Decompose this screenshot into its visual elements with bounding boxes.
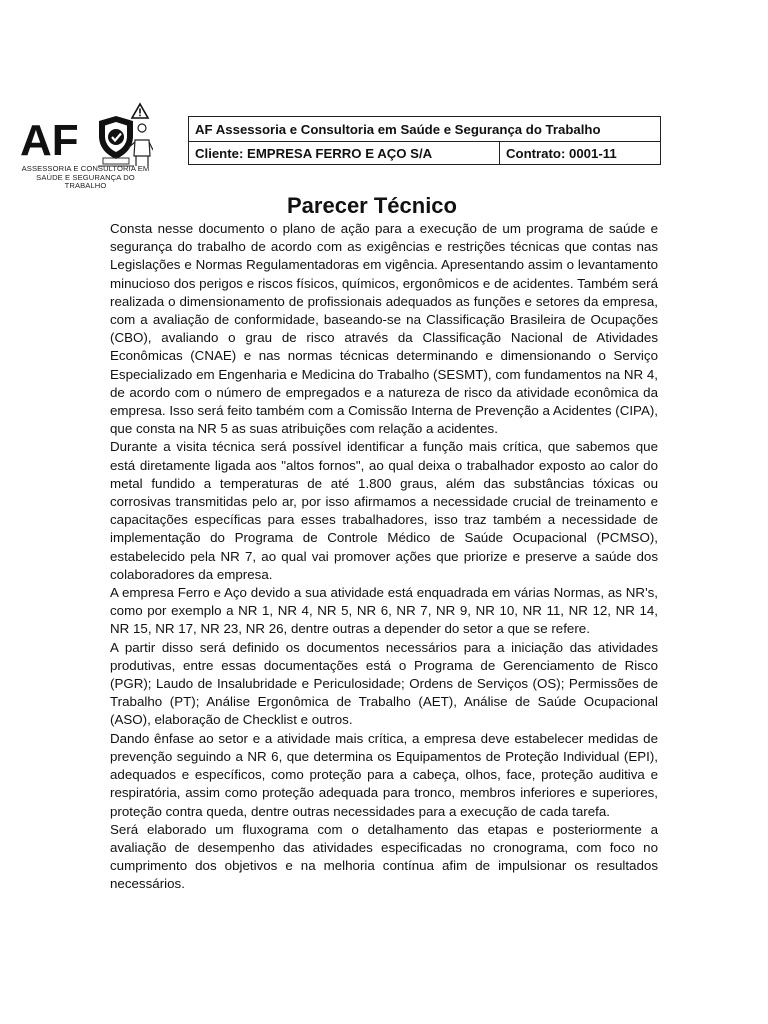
page-title: Parecer Técnico — [287, 193, 457, 218]
paragraph: Consta nesse documento o plano de ação para a execução de um programa de saúde e segurança do trabalho de acordo com as exigências e restrições técnicas que contas nas Legislações e Normas Regulamentadoras em vigência. Apresentando assim o levantamento minucioso dos perigos e riscos físicos, químicos, ergonômicos e de acidentes. Também será realizada o dimensionamento de profissionais adequados as funções e setores da empresa, com a avaliação de conformidade, baseando-se na Classificação Brasileira de Ocupações (CBO), avaliando o grau de risco através da Classificação Nacional de Atividades Econômicas (CNAE) e nas normas técnicas determinando e dimensionando o Serviço Especializado em Engenharia e Medicina do Trabalho (SESMT), com fundamentos na NR 4, de acordo com o número de empregados e a natureza de risco da atividade econômica da empresa. Isso será feito também com a Comissão Interna de Prevenção a Acidentes (CIPA), que consta na NR 5 as suas atribuições com relação a acidentes. — [110, 221, 658, 437]
company-name: AF Assessoria e Consultoria em Saúde e Segurança do Trabalho — [189, 117, 661, 142]
paragraph: Dando ênfase ao setor e a atividade mais crítica, a empresa deve estabelecer medidas de prevenção seguindo a NR 6, que determina os Equipamentos de Proteção Individual (EPI), adequados e específicos, como proteção para a cabeça, olhos, face, proteção auditiva e respiratória, assim como proteção adequada para tronco, membros inferiores e superiores, proteção contra queda, dentre outras necessidades para a execução de cada tarefa. — [110, 730, 658, 819]
paragraph: A empresa Ferro e Aço devido a sua atividade está enquadrada em várias Normas, as NR's, como por exemplo a NR 1, NR 4, NR 5, NR 6, NR 7, NR 9, NR 10, NR 11, NR 12, NR 14, NR 15, NR 17, NR 23, NR 26, dentre outras a depender do setor a que se refere. — [110, 585, 658, 637]
contract-number: Contrato: 0001-11 — [500, 142, 661, 165]
warning-triangle-icon — [132, 104, 148, 118]
header-table — [188, 116, 661, 165]
logo-caption: ASSESSORIA E CONSULTORIA EM SAÚDE E SEGURANÇA DO TRABALHO — [21, 164, 150, 191]
document-body — [110, 220, 658, 894]
paragraph: Será elaborado um fluxograma com o detalhamento das etapas e posteriormente a avaliação de desempenho das atividades especificadas no cronograma, com foco no cumprimento dos objetivos e na melhoria contínua afim de impulsionar os resultados necessários. — [110, 821, 658, 892]
paragraph: Durante a visita técnica será possível identificar a função mais crítica, que sabemos que está diretamente ligada aos "altos fornos", ao qual deixa o trabalhador exposto ao calor do metal fundido a temperaturas de até 1.800 graus, além das substâncias tóxicas ou corrosivas transmitidas pelo ar, por isso afirmamos a necessidade crucial de treinamento e capacitações específicas para esses trabalhadores, isso traz também a necessidade de implementação do Programa de Controle Médico de Saúde Ocupacional (PCMSO), estabelecido pela NR 7, ao qual vai promover ações que priorize e preserve a saúde dos colaboradores da empresa. — [110, 439, 658, 582]
paragraph: A partir disso será definido os documentos necessários para a iniciação das atividades produtivas, entre essas documentações está o Programa de Gerenciamento de Risco (PGR); Laudo de Insalubridade e Periculosidade; Ordens de Serviços (OS); Permissões de Trabalho (PT); Análise Ergonômica de Trabalho (AET), Análise de Saúde Ocupacional (ASO), elaboração de Checklist e outros. — [110, 639, 658, 728]
shield-check-icon — [99, 116, 133, 159]
client-name: Cliente: EMPRESA FERRO E AÇO S/A — [189, 142, 500, 165]
company-logo — [18, 100, 153, 200]
logo-mark: AF — [20, 116, 79, 165]
logo-graphic — [18, 100, 153, 168]
